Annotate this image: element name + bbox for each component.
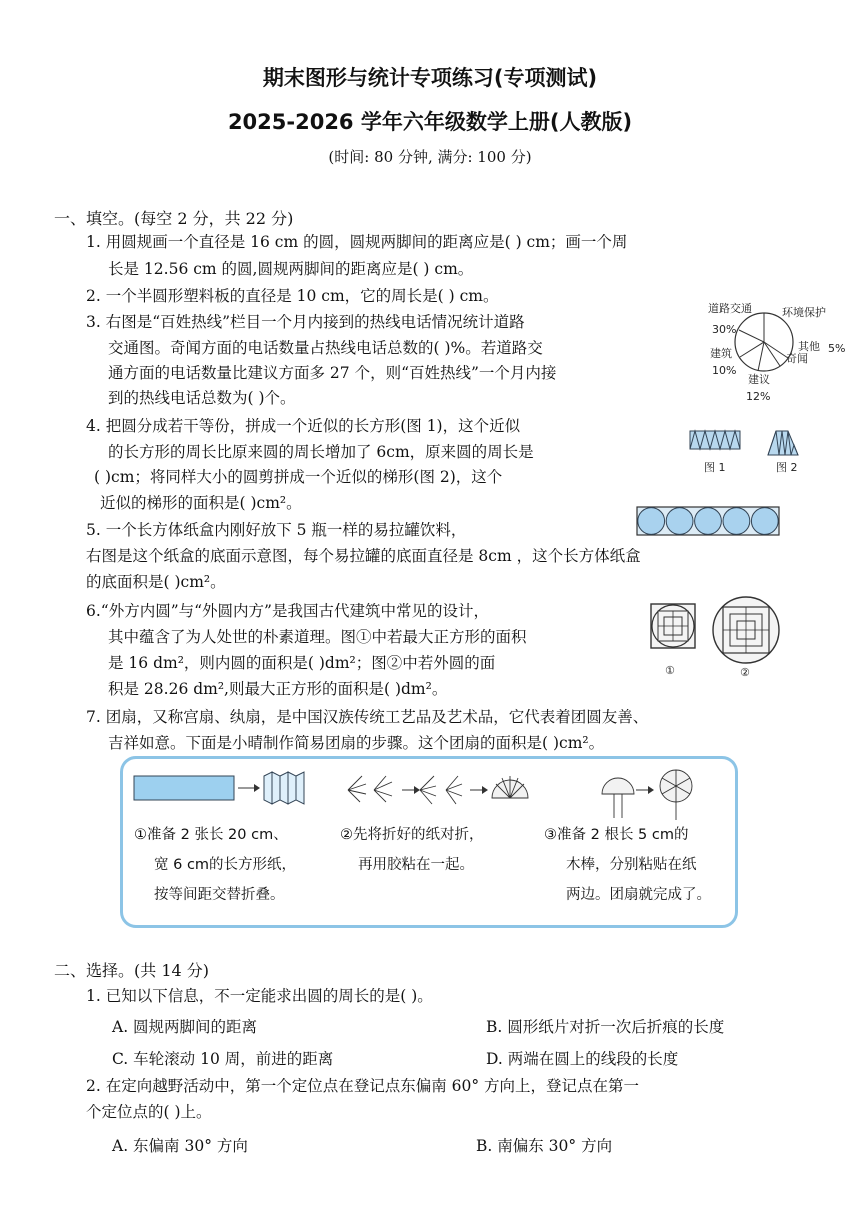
s2-q1: 1. 已知以下信息，不一定能求出圆的周长的是( )。 <box>86 987 433 1005</box>
figure-2-circle-square <box>713 597 779 663</box>
q5-line1: 5. 一个长方体纸盒内刚好放下 5 瓶一样的易拉罐饮料， <box>86 521 467 539</box>
q3-line3: 通方面的电话数量比建议方面多 27 个，则“百姓热线”一个月内接 <box>108 364 557 382</box>
exam-info: (时间: 80 分钟, 满分: 100 分) <box>328 148 532 166</box>
s2-q1-option-d: D. 两端在圆上的线段的长度 <box>486 1050 679 1068</box>
can-circle <box>666 508 693 535</box>
s2-q2-option-a: A. 东偏南 30° 方向 <box>112 1137 248 1155</box>
can-circle <box>695 508 722 535</box>
step3-line3: 两边。团扇就完成了。 <box>566 887 711 903</box>
q3-line4: 到的热线电话总数为( )个。 <box>108 389 296 407</box>
q5-line2: 右图是这个纸盒的底面示意图，每个易拉罐的底面直径是 8cm ，这个长方体纸盒 <box>86 547 641 565</box>
circle-cut-figures <box>688 425 818 480</box>
pie-pct-other: 5% <box>828 342 846 355</box>
pie-label-env: 环境保护 <box>782 306 826 319</box>
pie-label-build: 建筑 <box>710 347 732 360</box>
can-circle <box>638 508 665 535</box>
fig1-label: 图 1 <box>704 461 726 474</box>
q6-line2: 其中蕴含了为人处世的朴素道理。图①中若最大正方形的面积 <box>108 628 527 646</box>
window-figures <box>648 596 788 686</box>
q1-line1: 1. 用圆规画一个直径是 16 cm 的圆，圆规两脚间的距离应是( ) cm；画一个周 <box>86 233 628 251</box>
step1-line3: 按等间距交替折叠。 <box>154 887 285 903</box>
figure-1-label: ① <box>665 664 675 677</box>
s2-q1-option-b: B. 圆形纸片对折一次后折痕的长度 <box>486 1018 725 1036</box>
step1-line2: 宽 6 cm的长方形纸， <box>154 857 297 873</box>
page-title: 期末图形与统计专项练习(专项测试) <box>262 66 598 90</box>
folded-paper <box>264 772 304 804</box>
q4-line3: ( )cm；将同样大小的圆剪拼成一个近似的梯形(图 2)，这个 <box>94 468 503 486</box>
q4-line4: 近似的梯形的面积是( )cm²。 <box>100 494 302 512</box>
q1-line2: 长是 12.56 cm 的圆,圆规两脚间的距离应是( ) cm。 <box>108 260 474 278</box>
q6-line1: 6.“外方内圆”与“外圆内方”是我国古代建筑中常见的设计， <box>86 602 489 620</box>
q4-line2: 的长方形的周长比原来圆的周长增加了 6cm，原来圆的周长是 <box>108 443 534 461</box>
hotline-pie-figure <box>700 300 850 410</box>
section1-heading: 一、填空。(每空 2 分，共 22 分) <box>54 209 294 228</box>
step3-line1: ③准备 2 根长 5 cm的 <box>544 827 689 843</box>
q7-line2: 吉祥如意。下面是小晴制作简易团扇的步骤。这个团扇的面积是( )cm²。 <box>108 734 605 752</box>
fig2-label: 图 2 <box>776 461 798 474</box>
paper-strip <box>134 776 234 800</box>
half-fans <box>348 776 528 804</box>
can-box-figure <box>636 506 782 538</box>
s2-q2-option-b: B. 南偏东 30° 方向 <box>476 1137 613 1155</box>
q6-line3: 是 16 dm²，则内圆的面积是( )dm²；图②中若外圆的面 <box>108 654 496 672</box>
pie-label-advice: 建议 <box>748 373 770 386</box>
pie-label-odd: 奇闻 <box>786 352 808 365</box>
section2-heading: 二、选择。(共 14 分) <box>54 961 210 980</box>
page-subtitle: 2025-2026 学年六年级数学上册(人教版) <box>227 110 633 134</box>
q4-line1: 4. 把圆分成若干等份，拼成一个近似的长方形(图 1)，这个近似 <box>86 417 521 435</box>
q2-line: 2. 一个半圆形塑料板的直径是 10 cm，它的周长是( ) cm。 <box>86 287 499 305</box>
finished-fans <box>602 770 692 820</box>
pie-pct-build: 10% <box>712 364 737 377</box>
s2-q2-line1: 2. 在定向越野活动中，第一个定位点在登记点东偏南 60° 方向上，登记点在第一 <box>86 1077 640 1095</box>
pie-label-road: 道路交通 <box>708 302 752 315</box>
q7-line1: 7. 团扇，又称宫扇、纨扇，是中国汉族传统工艺品及艺术品，它代表着团圆友善、 <box>86 708 649 726</box>
pie-pct-road: 30% <box>712 323 737 336</box>
step3-line2: 木棒，分别粘贴在纸 <box>566 857 697 873</box>
figure-1-square-circle <box>651 604 695 648</box>
fan-steps-illustration <box>130 764 730 824</box>
step1-line1: ①准备 2 张长 20 cm、 <box>134 827 288 843</box>
pie-pct-advice: 12% <box>746 390 771 403</box>
step2-line1: ②先将折好的纸对折， <box>340 827 484 843</box>
can-circle <box>723 508 750 535</box>
q3-line2: 交通图。奇闻方面的电话数量占热线电话总数的( )%。若道路交 <box>108 339 543 357</box>
s2-q2-line2: 个定位点的( )上。 <box>86 1103 212 1121</box>
q5-line3: 的底面积是( )cm²。 <box>86 573 226 591</box>
figure-2-label: ② <box>740 666 750 679</box>
step2-line2: 再用胶粘在一起。 <box>358 857 474 873</box>
q6-line4: 积是 28.26 dm²,则最大正方形的面积是( )dm²。 <box>108 680 448 698</box>
s2-q1-option-c: C. 车轮滚动 10 周，前进的距离 <box>112 1050 334 1068</box>
q3-line1: 3. 右图是“百姓热线”栏目一个月内接到的热线电话情况统计道路 <box>86 313 525 331</box>
pie-label-other: 其他 <box>798 340 820 353</box>
can-circle <box>751 508 778 535</box>
s2-q1-option-a: A. 圆规两脚间的距离 <box>112 1018 258 1036</box>
